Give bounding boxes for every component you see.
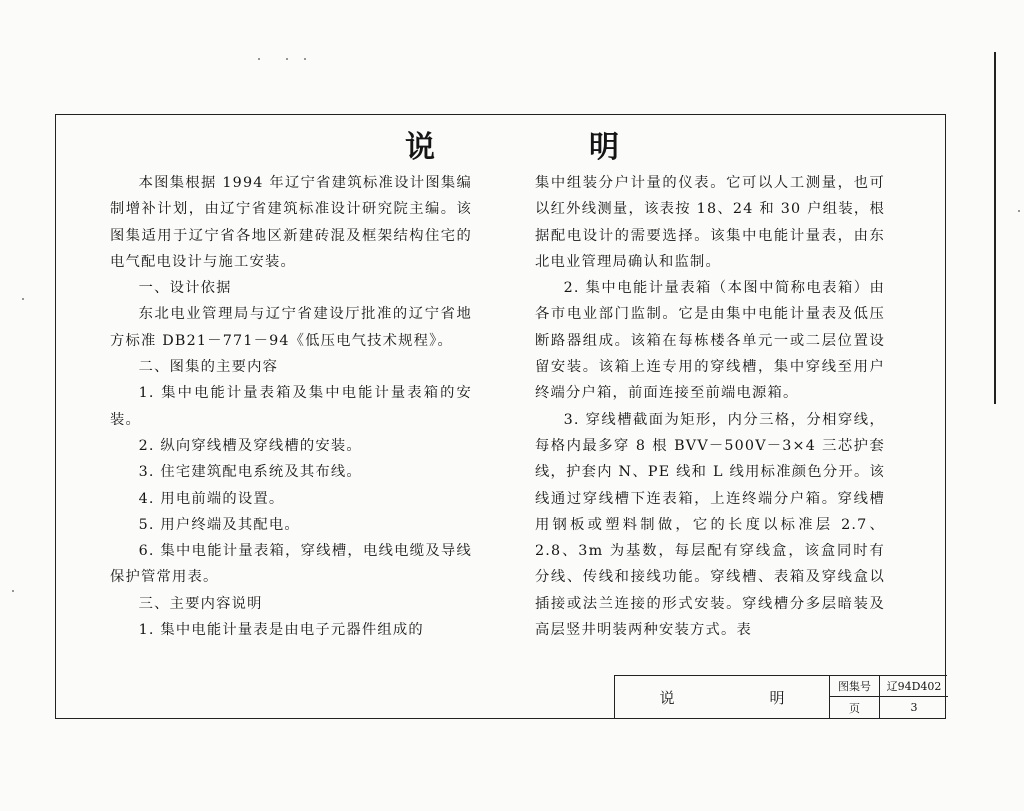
page-number-value: 3 [910, 701, 918, 714]
paragraph: 2. 集中电能计量表箱（本图中简称电表箱）由各市电业部门监制。它是由集中电能计量表及低压断路器组成。该箱在每栋楼各单元一或二层位置设留安装。该箱上连专用的穿线槽，集中穿线至用户终端分户箱，前面连接至前端电源箱。 [535, 280, 885, 402]
page-label: 页 [830, 697, 880, 718]
scan-speck [304, 58, 306, 60]
left-text-column [110, 170, 472, 643]
paragraph: 4. 用电前端的设置。 [138, 490, 285, 507]
title-block-grid [829, 676, 948, 718]
atlas-number-label: 图集号 [830, 676, 880, 697]
title-block [614, 675, 947, 719]
scan-speck [258, 58, 260, 60]
page-title: 说 明 [405, 130, 681, 165]
paragraph: 1. 集中电能计量表箱及集中电能计量表箱的安装。 [110, 385, 472, 428]
scan-speck [12, 590, 14, 592]
paragraph: 二、图集的主要内容 [138, 359, 279, 376]
paragraph: 3. 穿线槽截面为矩形，内分三格，分相穿线，每格内最多穿 8 根 BVV－500V－3×4 三芯护套线，护套内 N、PE 线和 L 线用标准颜色分开。该线通过穿线槽下连表箱，上连终端分户箱。穿线槽用钢板或塑料制做，它的长度以标准层 2.7、2.8、3m 为基数，每层配有穿线盒，该盒同时有分线、传线和接线功能。穿线槽、表箱及穿线盒以插接或法兰连接的形式安装。穿线槽分多层暗装及高层竖井明装两种安装方式。表 [535, 411, 885, 639]
paragraph: 5. 用户终端及其配电。 [138, 516, 300, 533]
right-text-column [535, 170, 885, 643]
paragraph: 1. 集中电能计量表是由电子元器件组成的 [138, 622, 424, 639]
paragraph: 2. 纵向穿线槽及穿线槽的安装。 [138, 437, 362, 454]
paragraph: 本图集根据 1994 年辽宁省建筑标准设计图集编制增补计划，由辽宁省建筑标准设计研究院主编。该图集适用于辽宁省各地区新建砖混及框架结构住宅的电气配电设计与施工安装。 [110, 175, 472, 270]
paragraph: 集中组装分户计量的仪表。它可以人工测量，也可以红外线测量，该表按 18、24 和 30 户组装，根据配电设计的需要选择。该集中电能计量表，由东北电业管理局确认和监制。 [535, 175, 885, 270]
atlas-number-value: 辽94D402 [880, 676, 948, 697]
scan-speck [286, 58, 288, 60]
scan-speck [22, 298, 24, 300]
paragraph: 6. 集中电能计量表箱，穿线槽，电线电缆及导线保护管常用表。 [110, 543, 472, 586]
scan-edge-line [994, 52, 996, 404]
paragraph: 东北电业管理局与辽宁省建设厅批准的辽宁省地方标准 DB21－771－94《低压电气技术规程》。 [110, 306, 472, 349]
title-block-name: 说 明 [659, 688, 825, 707]
paragraph: 三、主要内容说明 [138, 595, 263, 612]
paragraph: 3. 住宅建筑配电系统及其布线。 [138, 464, 362, 481]
scan-speck [1018, 210, 1020, 212]
paragraph: 一、设计依据 [138, 280, 232, 297]
